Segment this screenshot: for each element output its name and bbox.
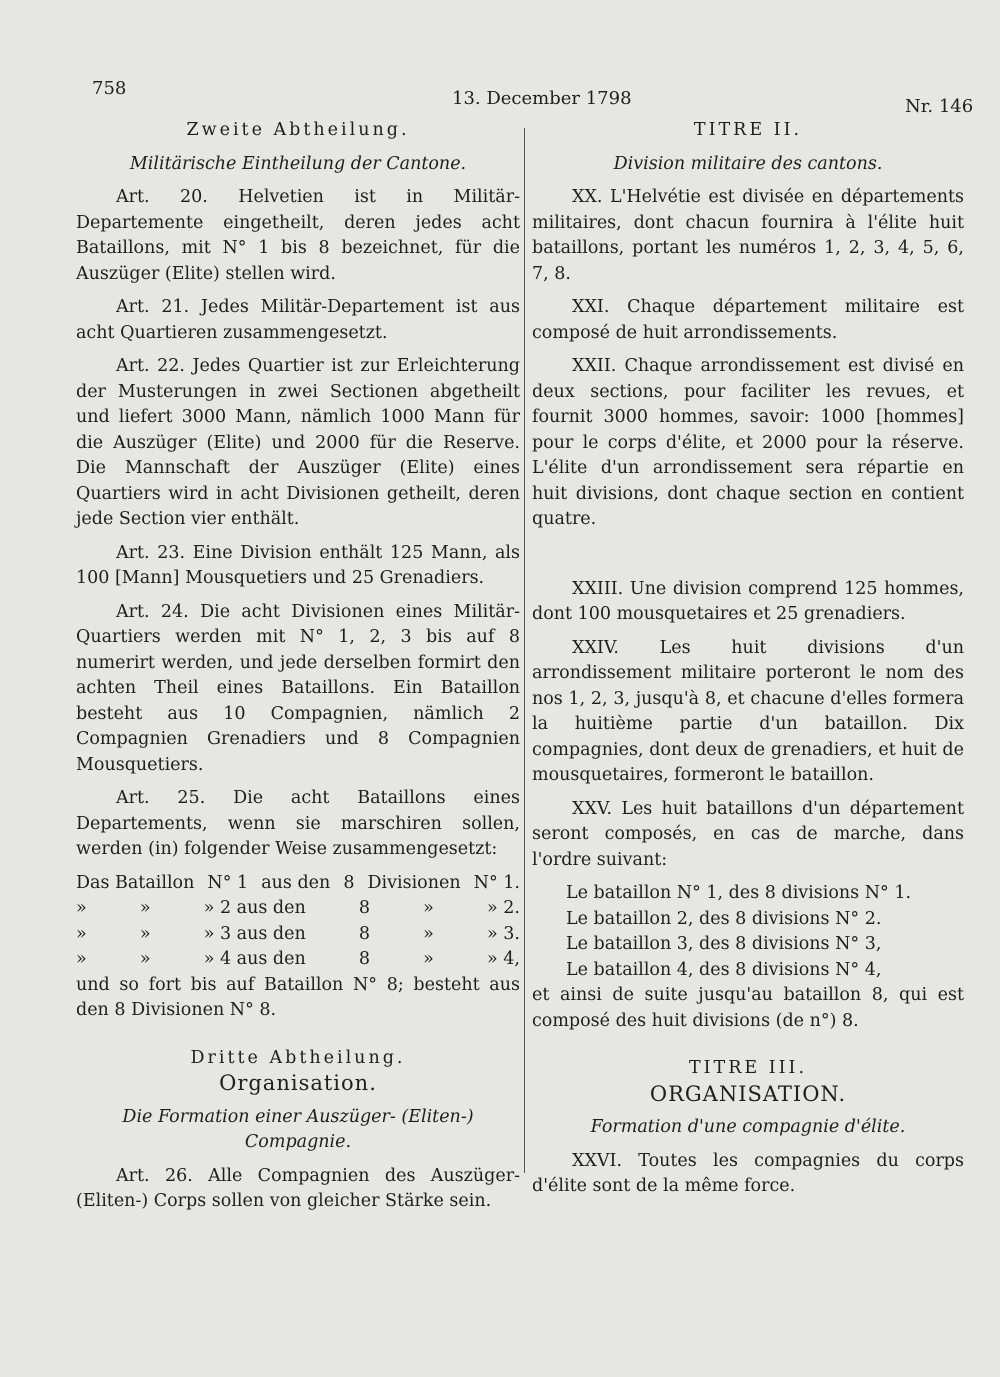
section-title: Zweite Abtheilung. [186, 120, 410, 140]
article-xxiii: XXIII. Une division comprend 125 hommes, dont 100 mousquetaires et 25 grenadiers. [532, 578, 964, 624]
battalion-cell: » 4, [486, 949, 520, 969]
article-20: Art. 20. Helvetien ist in Militär-Departemente eingetheilt, deren jedes acht Bataillons, mit N° 1 bis 8 bezeichnet, für die Auszüger (Elite) stellen wird. [76, 187, 520, 284]
article-22: Art. 22. Jedes Quartier ist zur Erleichterung der Musterungen in zwei Sectionen abgetheilt und liefert 3000 Mann, nämlich 1000 Mann für die Auszüger (Elite) und 2000 für die Reserve. Die Mannschaft der Auszüger (Elite) eines Quartiers wird in acht Divisionen getheilt, deren jede Section vier enthält. [76, 356, 520, 529]
article-25-end: und so fort bis auf Bataillon N° 8; besteht aus den 8 Divisionen N° 8. [76, 974, 520, 1020]
titre-3-subtitle: Formation d'une compagnie d'élite. [590, 1117, 906, 1137]
article-xxi: XXI. Chaque département militaire est composé de huit arrondissements. [532, 297, 964, 343]
bataillon-row: Le bataillon 3, des 8 divisions N° 3, [566, 934, 882, 954]
article-xxiv: XXIV. Les huit divisions d'un arrondissement militaire porteront le nom des nos 1, 2, 3, jusqu'à 8, et chacune d'elles formera la huitième partie d'un bataillon. Dix compagnies, dont deux de grenadiers, et huit de mousquetaires, formeront le bataillon. [532, 637, 964, 785]
battalion-row [76, 922, 520, 948]
article-24: Art. 24. Die acht Divisionen eines Militär-Quartiers werden mit N° 1, 2, 3 bis auf 8 numerirt werden, und jede derselben formirt den achten Theil eines Bataillons. Ein Bataillon besteht aus 10 Compagnien, nämlich 2 Compagnien Grenadiers und 8 Compagnien Mousquetiers. [76, 601, 520, 775]
titre-3-heading: ORGANISATION. [649, 1081, 847, 1106]
battalion-cell: » [139, 898, 151, 918]
section-subtitle: Militärische Eintheilung der Cantone. [129, 153, 467, 174]
titre-3: TITRE III. [688, 1058, 808, 1078]
section3-heading: Organisation. [219, 1071, 377, 1095]
battalion-cell: » [76, 898, 87, 918]
article-23: Art. 23. Eine Division enthält 125 Mann, als 100 [Mann] Mousquetiers und 25 Grenadiers. [76, 542, 520, 588]
page-date: 13. December 1798 [452, 88, 632, 109]
article-25: Art. 25. Die acht Bataillons eines Departements, wenn sie marschiren sollen, werden (in) folgender Weise zusammengesetzt: [76, 788, 520, 859]
battalion-cell: » 3 aus den [203, 923, 306, 944]
page-header [0, 78, 1000, 117]
titre-2-subtitle: Division militaire des cantons. [613, 153, 883, 174]
battalion-cell: Das Bataillon [76, 872, 195, 893]
german-column [76, 118, 520, 1215]
page-number: 758 [92, 78, 127, 99]
battalion-cell: » 4 aus den [203, 949, 306, 969]
bataillon-row: Le bataillon 4, des 8 divisions N° 4, [566, 959, 882, 980]
battalion-row [76, 896, 520, 922]
column-divider [524, 128, 525, 1173]
battalion-row [76, 947, 520, 973]
battalion-cell: 8 [358, 949, 370, 969]
battalion-cell: Divisionen [367, 872, 461, 893]
battalion-cell: » [139, 923, 151, 944]
battalion-cell: 8 [358, 898, 370, 918]
bataillon-row: Le bataillon 2, des 8 divisions N° 2. [566, 908, 882, 929]
battalion-cell: » [423, 898, 434, 918]
article-xxv-end: et ainsi de suite jusqu'au bataillon 8, qui est composé des huit divisions (de n°) 8. [532, 985, 964, 1031]
battalion-cell: 8 [358, 923, 370, 944]
battalion-cell: 8 [343, 872, 355, 893]
article-xxv: XXV. Les huit bataillons d'un département seront composés, en cas de marche, dans l'ordre suivant: [532, 798, 964, 870]
article-21: Art. 21. Jedes Militär-Departement ist aus acht Quartieren zusammengesetzt. [76, 297, 520, 343]
battalion-cell: N° 1 [207, 872, 249, 893]
battalion-cell: » [76, 923, 87, 944]
section3-subtitle: Die Formation einer Auszüger- (Eliten-) Compagnie. [122, 1106, 474, 1152]
battalion-cell: » [423, 923, 434, 944]
battalion-cell: aus den [261, 872, 331, 893]
document-number: Nr. 146 [905, 96, 974, 117]
battalion-cell: » [76, 949, 87, 969]
article-xxii: XXII. Chaque arrondissement est divisé en deux sections, pour faciliter les revues, et fournit 3000 hommes, savoir: 1000 [hommes] pour le corps d'élite, et 2000 pour la réserve. L'élite d'un arrondissement sera répartie en huit divisions, dont chaque section en contient quatre. [532, 356, 964, 529]
battalion-cell: » [139, 949, 151, 969]
article-xxvi: XXVI. Toutes les compagnies du corps d'élite sont de la même force. [532, 1150, 964, 1196]
battalion-cell: N° 1. [473, 872, 520, 893]
article-xx: XX. L'Helvétie est divisée en départements militaires, dont chacun fournira à l'élite huit bataillons, portant les numéros 1, 2, 3, 4, 5, 6, 7, 8. [532, 187, 964, 284]
battalion-cell: » [423, 949, 434, 969]
french-column [532, 118, 964, 1200]
section3-title: Dritte Abtheilung. [190, 1047, 406, 1068]
battalion-cell: » 2 aus den [203, 898, 306, 918]
article-26: Art. 26. Alle Compagnien des Auszüger- (Eliten-) Corps sollen von gleicher Stärke sein. [76, 1165, 520, 1211]
battalion-cell: » 2. [486, 898, 520, 918]
battalion-cell: » 3. [486, 923, 520, 944]
bataillon-row: Le bataillon N° 1, des 8 divisions N° 1. [566, 883, 912, 903]
titre-2: TITRE II. [693, 120, 803, 140]
battalion-row [76, 871, 520, 897]
battalion-table [76, 871, 520, 973]
bataillon-list [532, 881, 964, 983]
